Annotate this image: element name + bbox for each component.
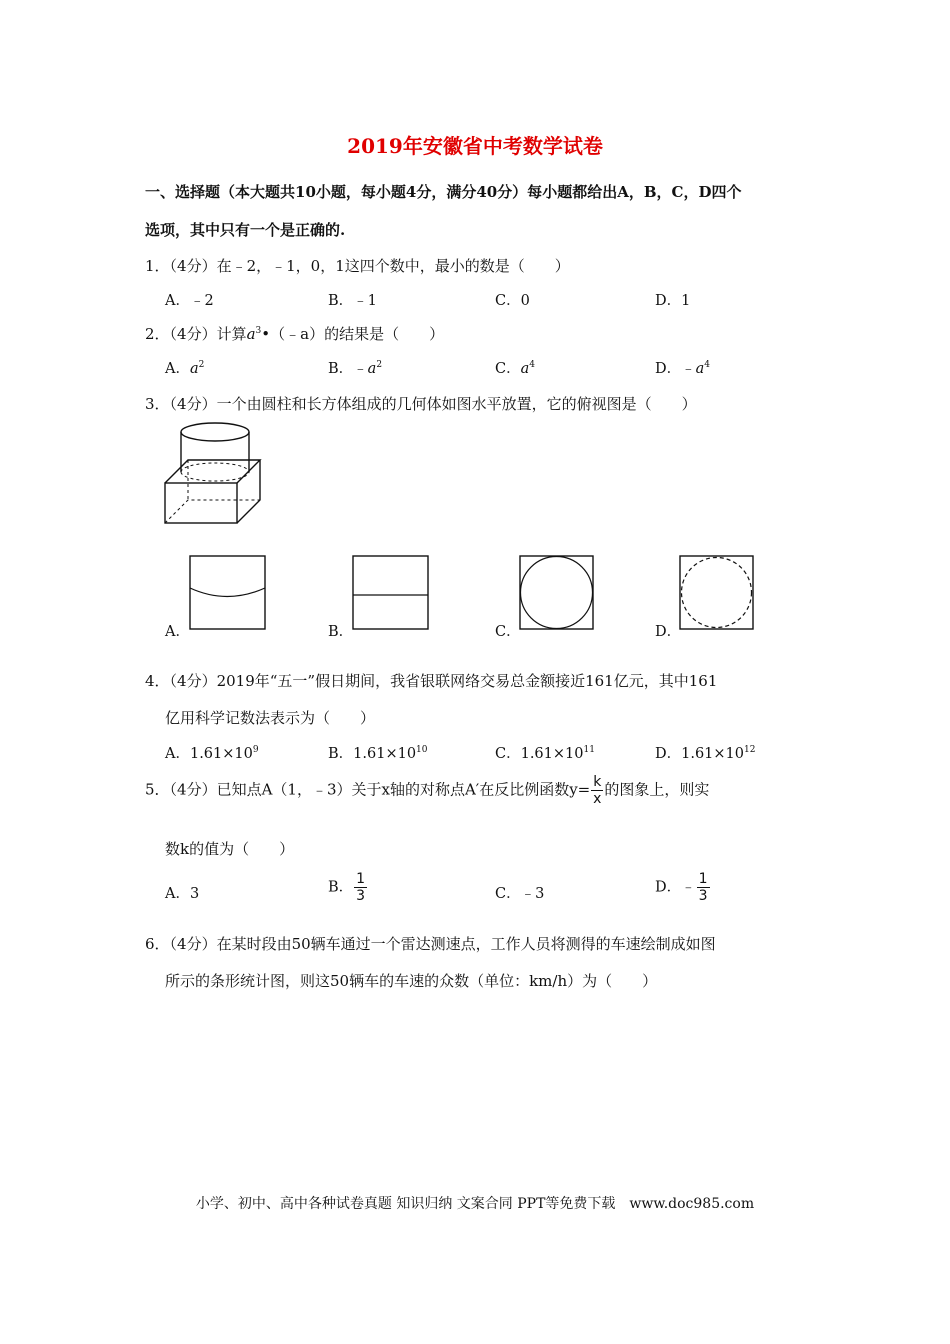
q6-stem-line2: 所示的条形统计图，则这50辆车的车速的众数（单位：km/h）为（ ）: [165, 972, 658, 990]
q4-stem-line2: 亿用科学记数法表示为（ ）: [165, 709, 376, 727]
q1-option-c: C．0: [495, 293, 530, 309]
q5-stem-line2: 数k的值为（ ）: [165, 840, 295, 858]
page-title: 2019年安徽省中考数学试卷: [347, 134, 603, 158]
q5-fraction: $\frac{k}{x}$: [593, 774, 602, 807]
q5-option-c: C．﹣3: [495, 886, 545, 902]
q4-stem-line1: 4．（4分）2019年“五一”假日期间，我省银联网络交易总金额接近161亿元，其中161: [145, 672, 718, 690]
q1-option-a: A．﹣2: [165, 293, 214, 309]
q4-option-c: C．$1.61\times 10^{11}$: [495, 745, 595, 762]
q1-stem: 1．（4分）在﹣2，﹣1，0，1这四个数中，最小的数是（ ）: [145, 257, 570, 275]
section-heading-line1: 一、选择题（本大题共10小题，每小题4分，满分40分）每小题都给出A，B，C，D四个: [145, 183, 742, 201]
q3-option-b-label: B．: [328, 624, 354, 640]
q3-option-a-figure: [189, 555, 267, 631]
q5-option-a: A．3: [165, 886, 200, 902]
section-heading-line2: 选项，其中只有一个是正确的.: [145, 221, 346, 239]
q3-stem: 3．（4分）一个由圆柱和长方体组成的几何体如图水平放置，它的俯视图是（ ）: [145, 395, 697, 413]
q5-stem-line1: 5．（4分）已知点A（1，﹣3）关于x轴的对称点A′在反比例函数y= $\frac{k}{x}$ 的图象上，则实: [145, 774, 710, 807]
q5-option-d: D．﹣ $\frac{1}{3}$: [655, 871, 708, 904]
q2-stem: 2．（4分）计算$a^3•(﹣a)$的结果是（ ）: [145, 325, 445, 343]
q3-option-d-label: D．: [655, 624, 682, 640]
q1-option-b: B．﹣1: [328, 293, 377, 309]
q3-solid-figure: [160, 418, 270, 528]
footer-text: 小学、初中、高中各种试卷真题 知识归纳 文案合同 PPT等免费下载 www.doc985.com: [195, 1196, 755, 1212]
q3-option-d-figure: [679, 555, 755, 631]
q4-option-d: D．$1.61\times 10^{12}$: [655, 745, 756, 762]
q2-option-d: D．$﹣a^4$: [655, 360, 711, 377]
q3-option-a-label: A．: [165, 624, 190, 640]
q4-option-b: B．$1.61\times 10^{10}$: [328, 745, 428, 762]
q3-option-c-label: C．: [495, 624, 521, 640]
q3-option-b-figure: [352, 555, 430, 631]
q2-option-a: A．$a^2$: [165, 360, 205, 377]
q1-option-d: D．1: [655, 293, 691, 309]
q3-option-c-figure: [519, 555, 595, 631]
q2-option-b: B．$﹣a^2$: [328, 360, 383, 377]
q2-option-c: C．$a^4$: [495, 360, 535, 377]
q4-option-a: A．$1.61\times 10^9$: [165, 745, 259, 762]
q6-stem-line1: 6．（4分）在某时段由50辆车通过一个雷达测速点，工作人员将测得的车速绘制成如图: [145, 935, 716, 953]
q5-option-b: B． $\frac{1}{3}$: [328, 871, 366, 904]
